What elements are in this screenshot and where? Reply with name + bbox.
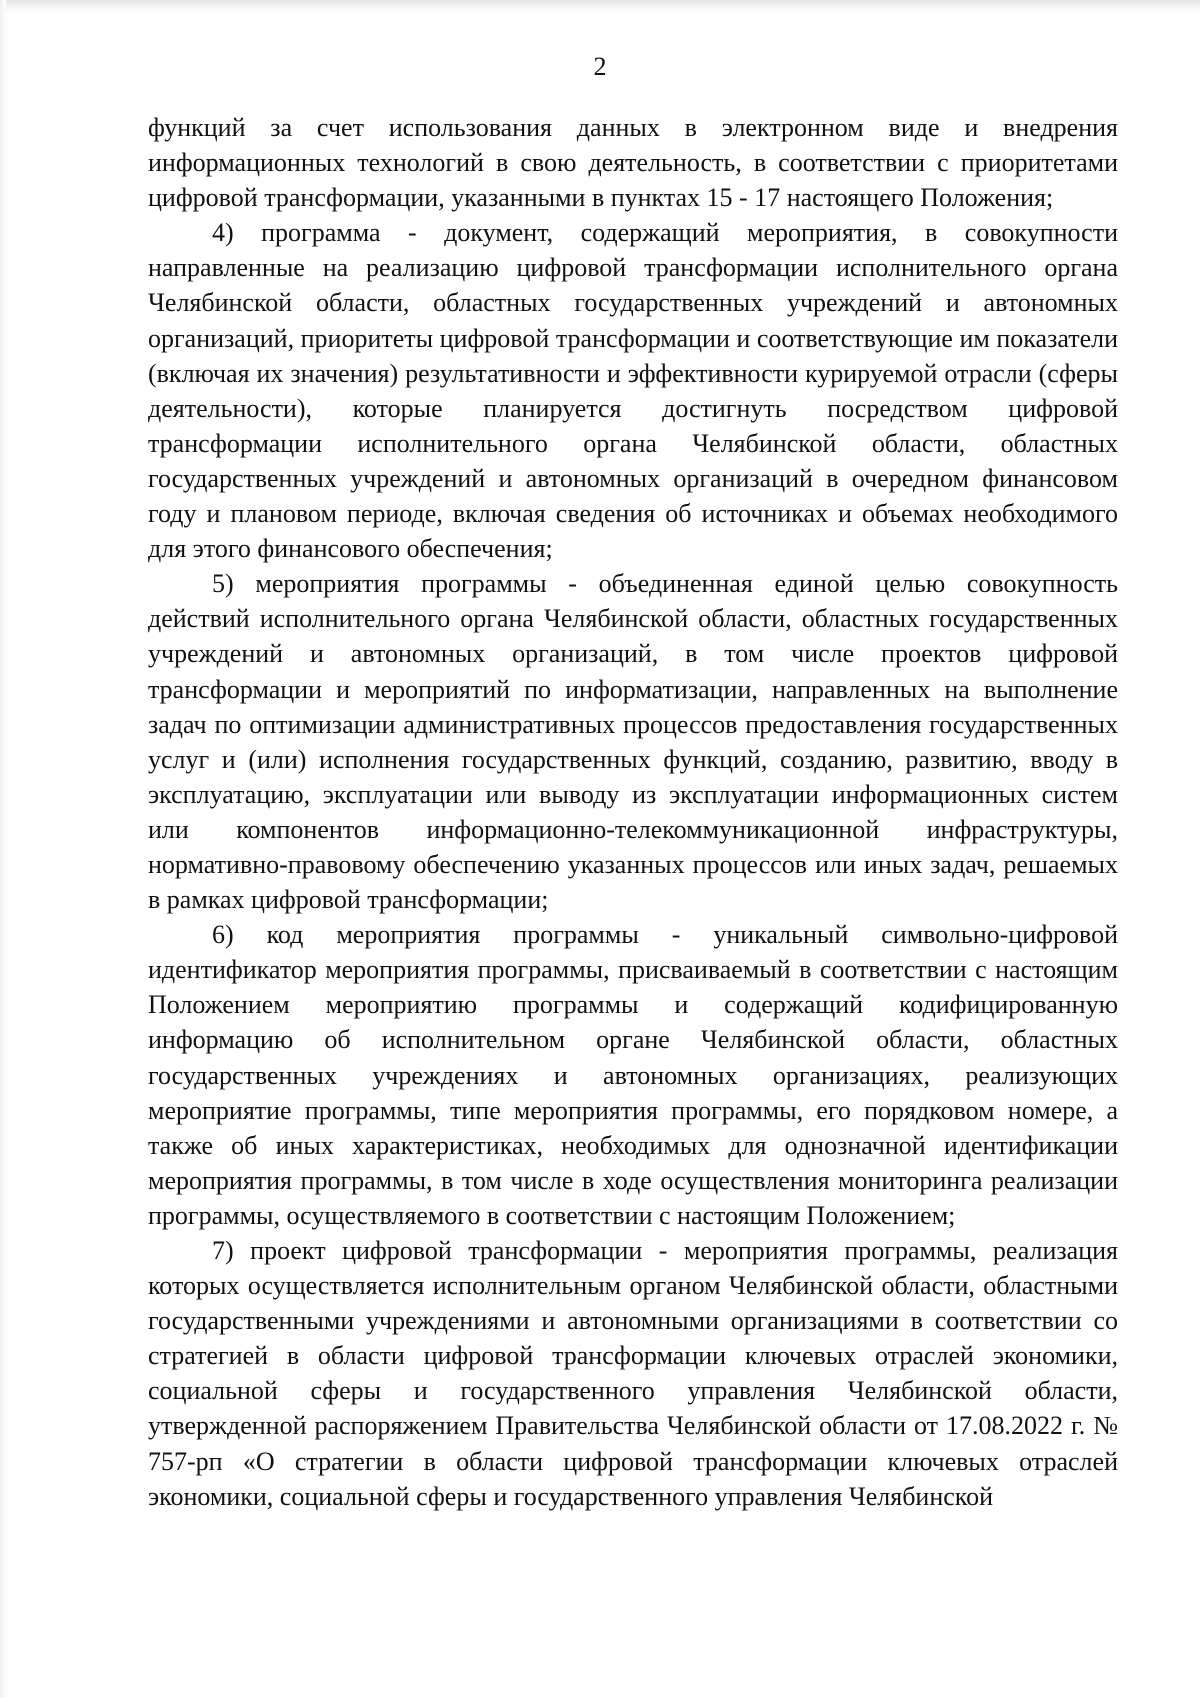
paragraph-item-7: 7) проект цифровой трансформации - мероприятия программы, реализация которых осуществляется исполнительным органом Челябинской области, областными государственными учреждениями и автономными организациями в соответствии со стратегией в области цифровой трансформации ключевых отраслей экономики, социальной сферы и государственного управления Челябинской области, утвержденной распоряжением Правительства Челябинской области от 17.08.2022 г. № 757-рп «О стратегии в области цифровой трансформации ключевых отраслей экономики, социальной сферы и государственного управления Челябинской <box>148 1236 1118 1511</box>
page-number: 2 <box>593 52 607 81</box>
document-body <box>148 110 1118 1514</box>
paragraph-continuation: функций за счет использования данных в электронном виде и внедрения информационных технологий в свою деятельность, в соответствии с приоритетами цифровой трансформации, указанными в пунктах 15 - 17 настоящего Положения; <box>148 113 1118 213</box>
paragraph-item-6: 6) код мероприятия программы - уникальный символьно-цифровой идентификатор мероприятия программы, присваиваемый в соответствии с настоящим Положением мероприятию программы и содержащий кодифицированную информацию об исполнительном органе Челябинской области, областных государственных учреждениях и автономных организациях, реализующих мероприятие программы, типе мероприятия программы, его порядковом номере, а также об иных характеристиках, необходимых для однозначной идентификации мероприятия программы, в том числе в ходе осуществления мониторинга реализации программы, осуществляемого в соответствии с настоящим Положением; <box>148 920 1118 1230</box>
scan-top-edge <box>0 0 1200 14</box>
paragraph-item-5: 5) мероприятия программы - объединенная единой целью совокупность действий исполнительного органа Челябинской области, областных государственных учреждений и автономных организаций, в том числе проектов цифровой трансформации и мероприятий по информатизации, направленных на выполнение задач по оптимизации административных процессов предоставления государственных услуг и (или) исполнения государственных функций, созданию, развитию, вводу в эксплуатацию, эксплуатации или выводу из эксплуатации информационных систем или компонентов информационно-телекоммуникационной инфраструктуры, нормативно-правовому обеспечению указанных процессов или иных задач, решаемых в рамках цифровой трансформации; <box>148 569 1118 915</box>
paragraph-item-4: 4) программа - документ, содержащий мероприятия, в совокупности направленные на реализацию цифровой трансформации исполнительного органа Челябинской области, областных государственных учреждений и автономных организаций, приоритеты цифровой трансформации и соответствующие им показатели (включая их значения) результативности и эффективности курируемой отрасли (сферы деятельности), которые планируется достигнуть посредством цифровой трансформации исполнительного органа Челябинской области, областных государственных учреждений и автономных организаций в очередном финансовом году и плановом периоде, включая сведения об источниках и объемах необходимого для этого финансового обеспечения; <box>148 218 1118 564</box>
scan-left-edge <box>0 0 6 1698</box>
